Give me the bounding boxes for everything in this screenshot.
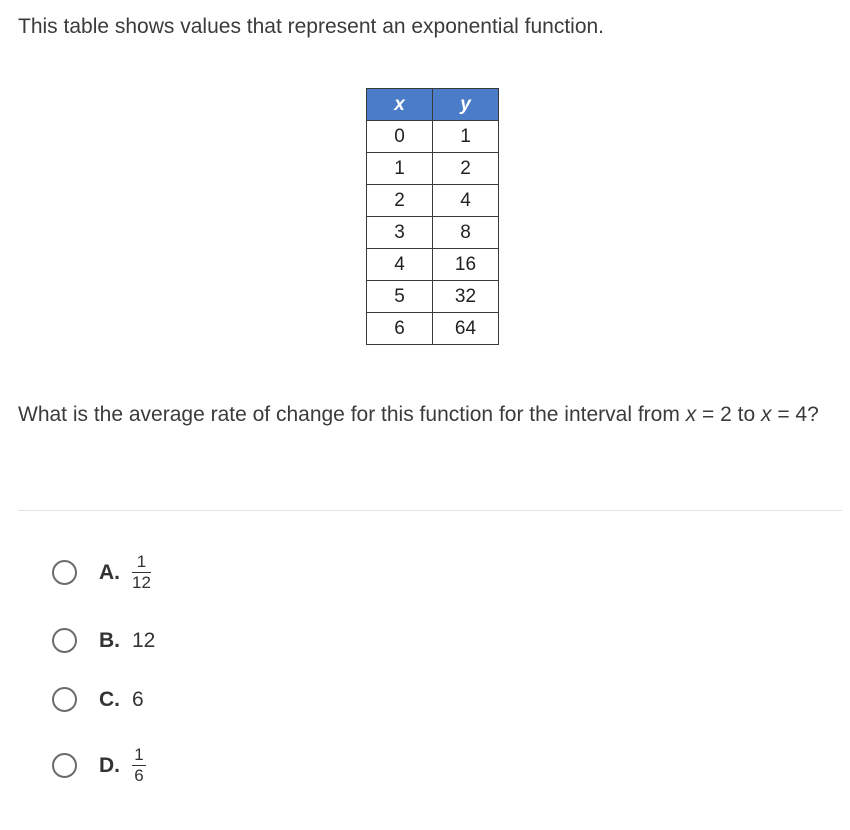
cell-x: 6 [367, 313, 433, 345]
question-part: What is the average rate of change for this function for the interval from [18, 403, 686, 426]
fraction-denominator: 12 [132, 573, 151, 592]
choice-c[interactable] [52, 687, 144, 712]
cell-y: 64 [433, 313, 499, 345]
cell-y: 16 [433, 249, 499, 281]
choice-letter: A. [99, 560, 120, 584]
question-part: = 4? [771, 403, 819, 426]
cell-x: 5 [367, 281, 433, 313]
cell-x: 4 [367, 249, 433, 281]
fraction-numerator: 1 [136, 552, 147, 571]
choice-b[interactable] [52, 628, 155, 653]
choice-letter: D. [99, 753, 120, 777]
table-row [367, 217, 499, 249]
cell-y: 8 [433, 217, 499, 249]
header-x: x [367, 89, 433, 121]
divider [18, 510, 842, 511]
choice-value: 12 [132, 628, 156, 652]
values-table [366, 88, 499, 345]
cell-x: 1 [367, 153, 433, 185]
radio-button-icon[interactable] [52, 628, 77, 653]
choice-letter: B. [99, 628, 120, 652]
table-row [367, 313, 499, 345]
intro-text: This table shows values that represent an exponential function. [18, 15, 605, 38]
fraction [132, 746, 146, 785]
question-text [18, 394, 848, 436]
choice-value: 6 [132, 687, 144, 711]
table-header-row [367, 89, 499, 121]
table-row [367, 281, 499, 313]
radio-button-icon[interactable] [52, 753, 77, 778]
table-row [367, 153, 499, 185]
radio-button-icon[interactable] [52, 687, 77, 712]
radio-button-icon[interactable] [52, 560, 77, 585]
cell-y: 1 [433, 121, 499, 153]
cell-y: 2 [433, 153, 499, 185]
question-part: = 2 to [696, 403, 761, 426]
table-row [367, 121, 499, 153]
cell-y: 32 [433, 281, 499, 313]
table-row [367, 249, 499, 281]
fraction-denominator: 6 [134, 766, 144, 785]
table-row [367, 185, 499, 217]
cell-x: 0 [367, 121, 433, 153]
fraction-numerator: 1 [134, 745, 144, 764]
question-variable: x [685, 403, 697, 426]
choice-a[interactable] [52, 553, 151, 592]
cell-x: 2 [367, 185, 433, 217]
choice-d[interactable] [52, 746, 146, 785]
question-variable: x [760, 403, 772, 426]
choice-letter: C. [99, 687, 120, 711]
header-y: y [433, 89, 499, 121]
cell-y: 4 [433, 185, 499, 217]
cell-x: 3 [367, 217, 433, 249]
fraction [132, 553, 151, 592]
